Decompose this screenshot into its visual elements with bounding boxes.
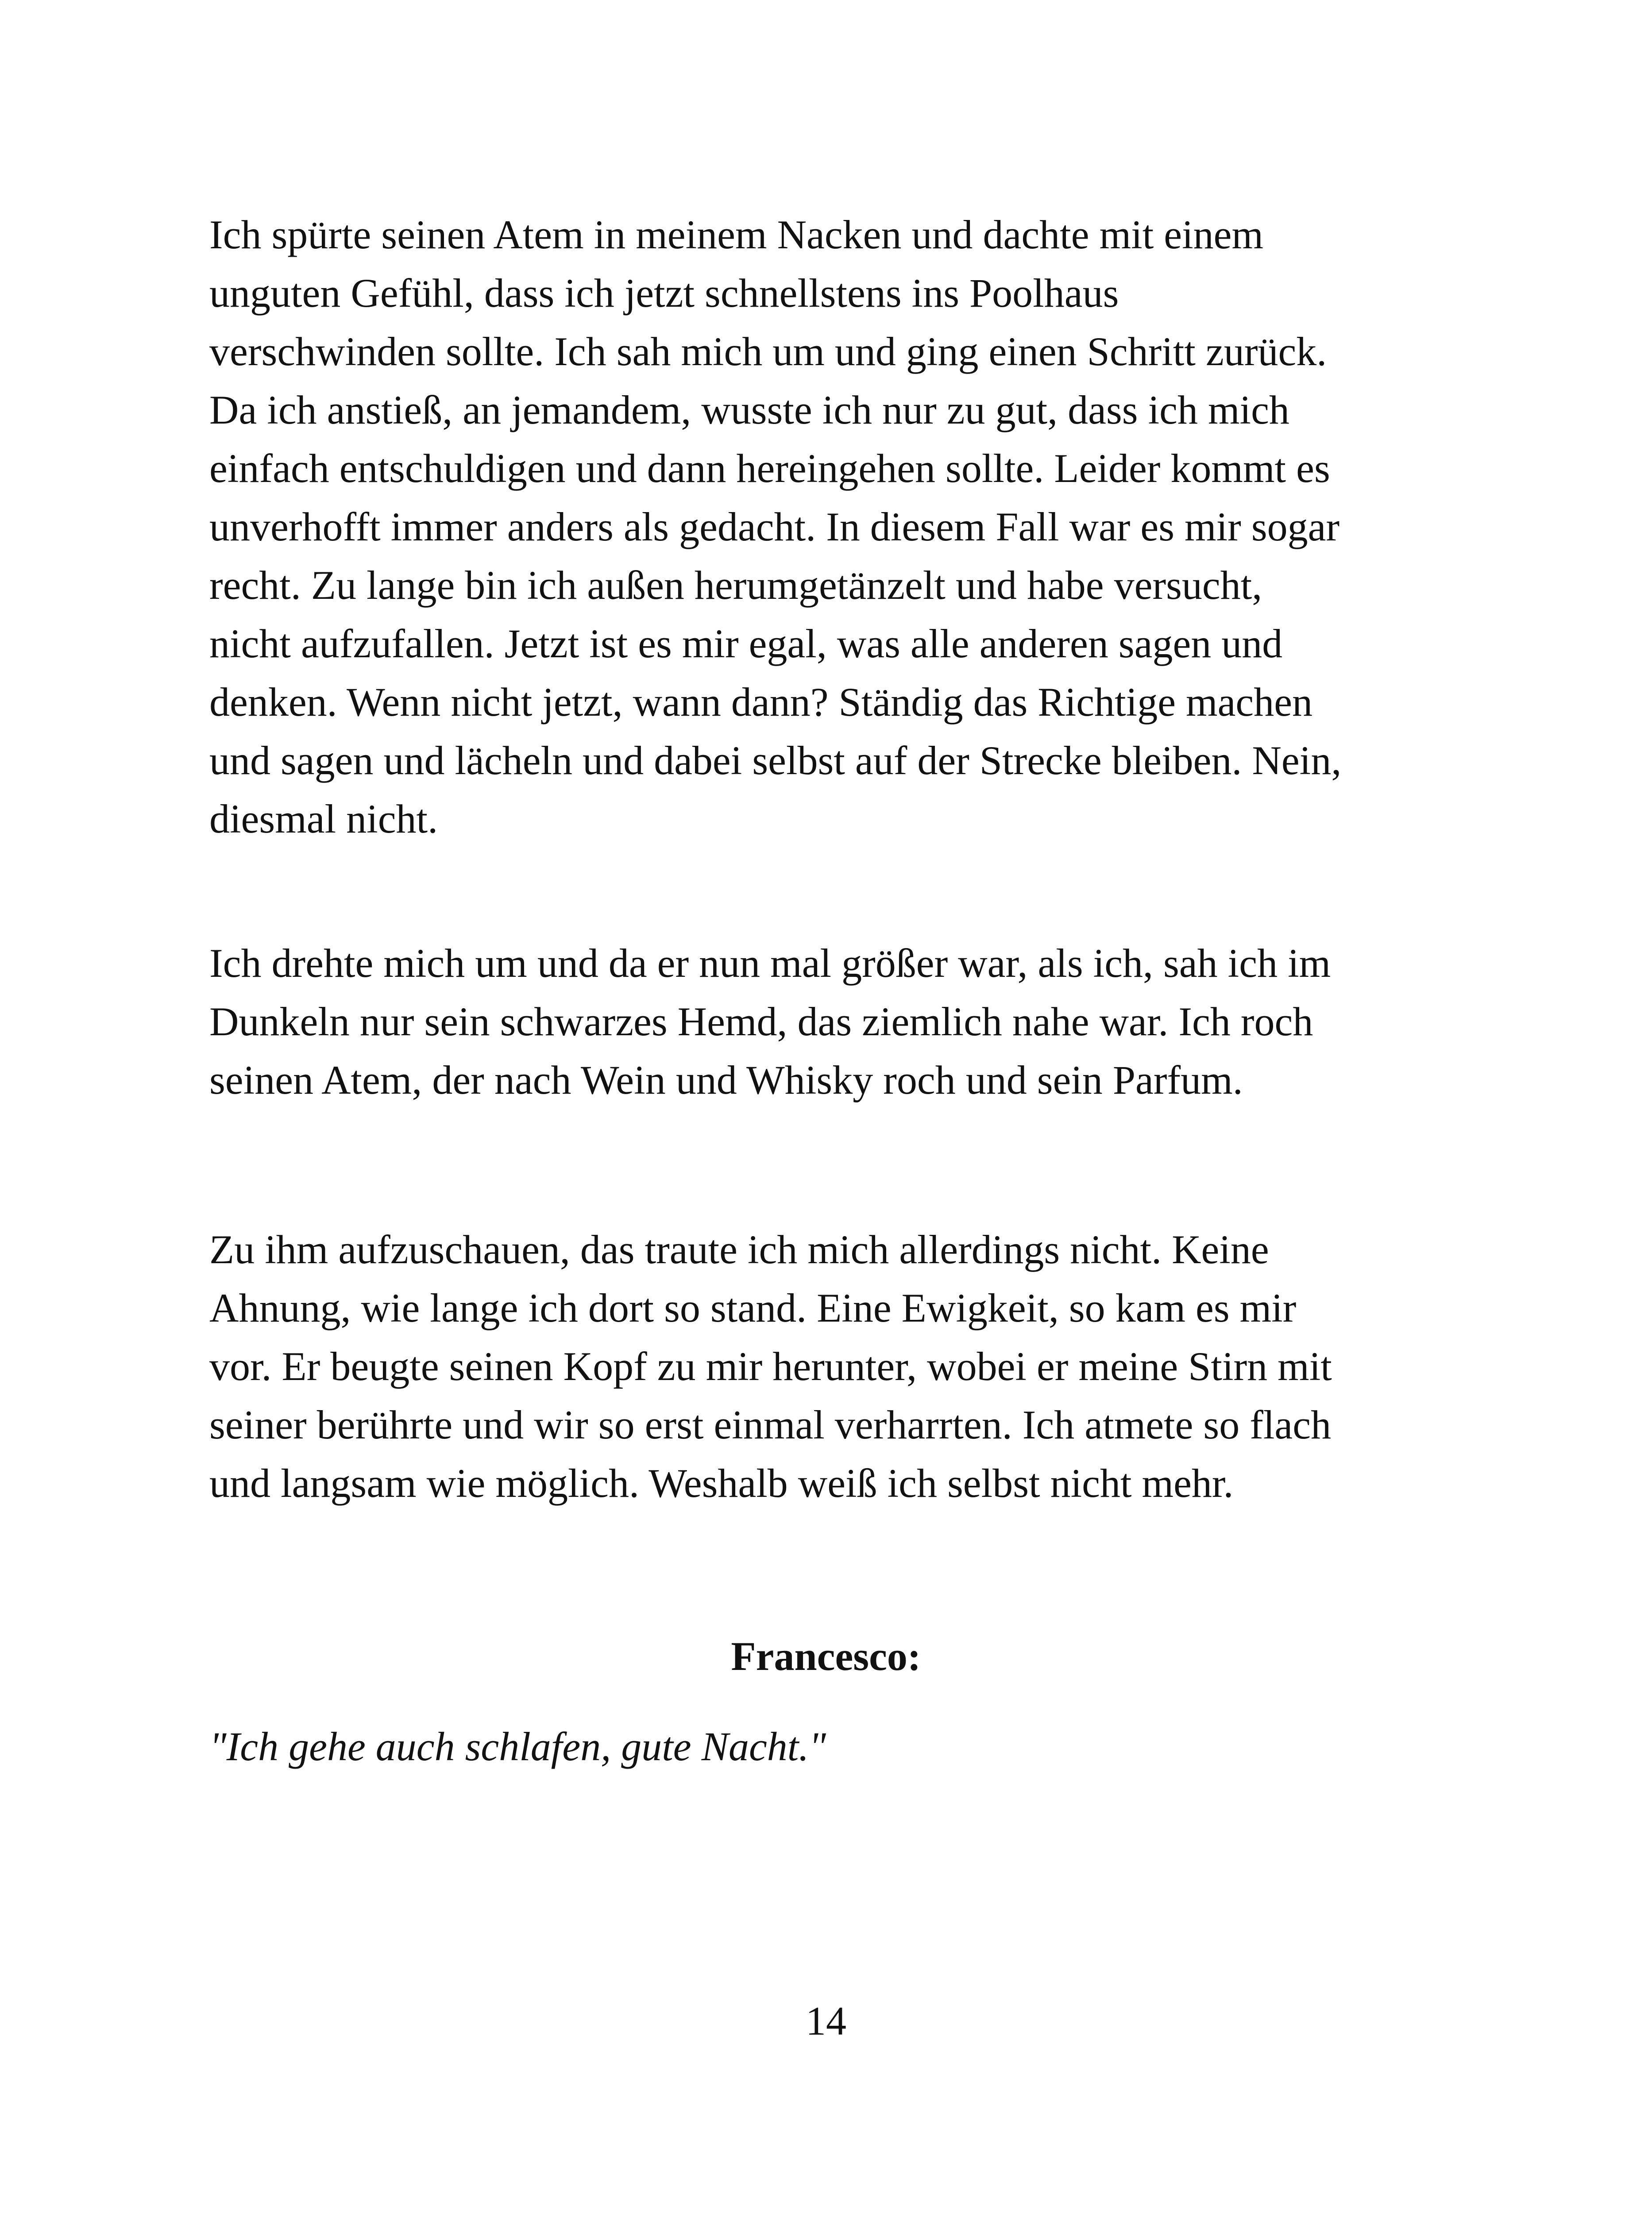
speaker-name: Francesco: bbox=[731, 1634, 921, 1679]
paragraph-1: Ich spürte seinen Atem in meinem Nacken und dachte mit einem unguten Gefühl, dass ich jetzt schnellstens ins Poolhaus verschwinden sollte. Ich sah mich um und ging einen Schritt zurück. Da ich anstieß, an jemandem, wusste ich nur zu gut, dass ich mich einfach entschuldigen und dann hereingehen sollte. Leider kommt es unverhofft immer anders als gedacht. In diesem Fall war es mir sogar recht. Zu lange bin ich außen herumgetänzelt und habe versucht, nicht aufzufallen. Jetzt ist es mir egal, was alle anderen sagen und denken. Wenn nicht jetzt, wann dann? Ständig das Richtige machen und sagen und lächeln und dabei selbst auf der Strecke bleiben. Nein, diesmal nicht. bbox=[209, 212, 1342, 841]
paragraph-3: Zu ihm aufzuschauen, das traute ich mich allerdings nicht. Keine Ahnung, wie lange ich dort so stand. Eine Ewigkeit, so kam es mir vor. Er beugte seinen Kopf zu mir herunter, wobei er meine Stirn mit seiner berührte und wir so erst einmal verharrten. Ich atmete so flach und langsam wie möglich. Weshalb weiß ich selbst nicht mehr. bbox=[209, 1227, 1332, 1506]
page-number: 14 bbox=[806, 1998, 846, 2043]
dialogue-quote: "Ich gehe auch schlafen, gute Nacht." bbox=[209, 1724, 826, 1769]
paragraph-2: Ich drehte mich um und da er nun mal größer war, als ich, sah ich im Dunkeln nur sein schwarzes Hemd, das ziemlich nahe war. Ich roch seinen Atem, der nach Wein und Whisky roch und sein Parfum. bbox=[209, 941, 1331, 1103]
